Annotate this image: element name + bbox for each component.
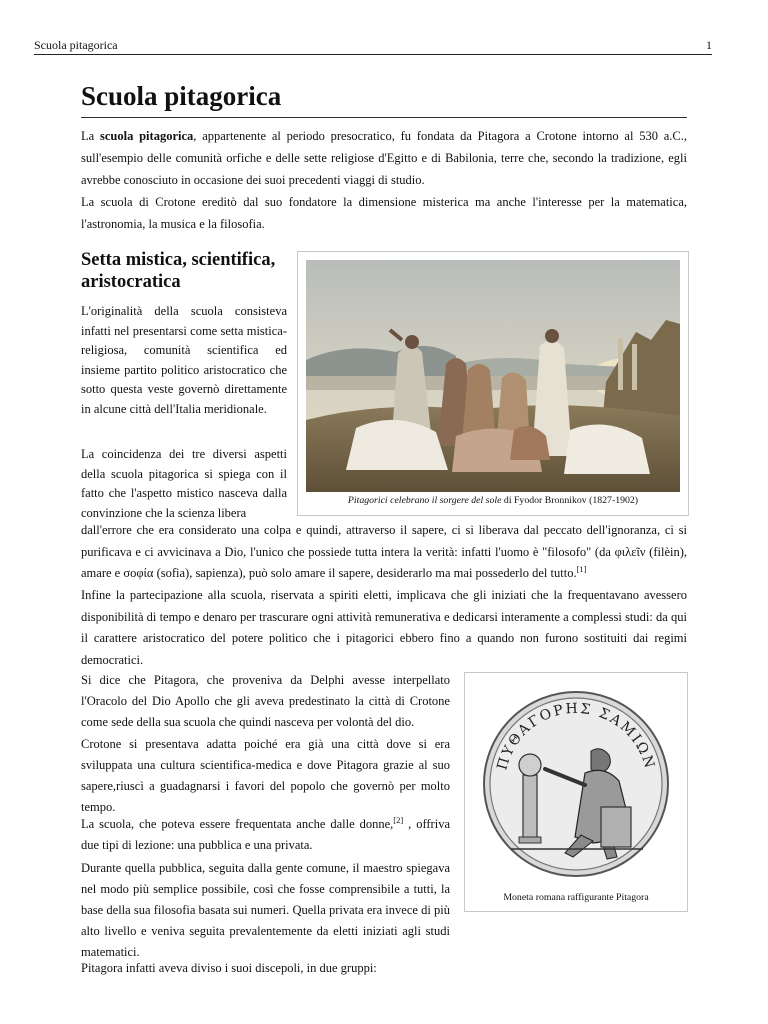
section-paragraph-3: Infine la partecipazione alla scuola, riservata a spiriti eletti, implicava che gli iniziati che la frequentavano avessero disponibilità di tempo e denaro per trascurare ogni attività remunerativa e dedicarsi interamente a complessi studi: da qui il carattere aristocratico del potere politico che i pitagorici ebbero fino a quando non furono sostituiti dai regimi democratici. — [81, 588, 687, 667]
coin-figure — [464, 672, 688, 912]
painting-caption: Pitagorici celebrano il sorgere del sole di Fyodor Bronnikov (1827-1902) — [347, 495, 639, 506]
article-title: Scuola pitagorica — [81, 80, 687, 118]
intro-bold-term: scuola pitagorica — [99, 129, 194, 143]
running-header-title: Scuola pitagorica — [34, 38, 118, 52]
reference-2[interactable]: [2] — [393, 814, 404, 825]
section-paragraph-6: La scuola, che poteva essere frequentata anche dalle donne,[2] , offriva due tipi di lezione: una pubblica e una privata. — [81, 814, 450, 852]
section-paragraph-5: Crotone si presentava adatta poiché era già una città dove si era sviluppata una cultura scientifica-medica e dove Pitagora grazie al suo sapere,riuscì a guadagnarsi i favori del popolo che governò per molto tempo. — [81, 737, 450, 814]
section-paragraph-7: Durante quella pubblica, seguita dalla gente comune, il maestro spiegava nel modo più semplice possibile, così che fosse comprensibile a tutti, la base della sua filosofia basata sui numeri. Quella privata era invece di più alto livello e veniva seguita prevalentemente da eletti iniziati agli studi matematici. — [81, 861, 450, 959]
section-paragraph-1: L'originalità della scuola consisteva infatti nel presentarsi come setta mistica-religiosa, comunità scientifica ed insieme partito politico aristocratico che sotto questa veste governò direttamente in alcune città dell'Italia meridionale. — [81, 304, 287, 416]
section-paragraph-2-continued: dall'errore che era considerato una colpa e quindi, attraverso il sapere, ci si liberava dal peccato dell'ignoranza, ci si purificava e ci avvicinava a Dio, l'unico che possiede tutta intera la verità: infatti l'uomo è "filosofo" (da φιλεῖν (filèin), amare e σοφία (sofìa), sapienza), può solo amare il sapere, desiderarlo ma mai possederlo del tutto.[1] — [81, 523, 687, 580]
section-paragraph-4: Si dice che Pitagora, che proveniva da Delphi avesse interpellato l'Oracolo del Dio Apollo che gli aveva predestinato la città di Crotone come sede della sua scuola che quindi nasceva per volontà del dio. — [81, 673, 450, 729]
coin-image — [481, 689, 671, 879]
painting-image — [306, 260, 680, 492]
intro-paragraph-2: La scuola di Crotone ereditò dal suo fondatore la dimensione misterica ma anche l'interesse per la matematica, l'astronomia, la musica e la filosofia. — [81, 195, 687, 231]
section-paragraph-8: Pitagora infatti aveva diviso i suoi discepoli, in due gruppi: — [81, 961, 377, 975]
painting-figure — [297, 251, 689, 516]
section-paragraph-2-column: La coincidenza dei tre diversi aspetti della scuola pitagorica si spiega con il fatto che l'aspetto mistico nasceva dalla convinzione che la scienza libera — [81, 447, 287, 520]
coin-inscription: ΠΥΘΑΓΟΡΗΣ ΣΑΜΙΩΝ — [494, 700, 658, 772]
section-heading: Setta mistica, scientifica, aristocratica — [81, 250, 276, 292]
reference-1[interactable]: [1] — [576, 563, 587, 574]
page-number: 1 — [706, 38, 712, 52]
coin-caption: Moneta romana raffigurante Pitagora — [503, 892, 649, 903]
running-header — [34, 38, 712, 55]
intro-paragraph-1: La scuola pitagorica, appartenente al periodo presocratico, fu fondata da Pitagora a Crotone intorno al 530 a.C., sull'esempio delle comunità orfiche e delle sette religiose d'Egitto e di Babilonia, terre che, secondo la tradizione, egli avrebbe conosciuto in occasione dei suoi precedenti viaggi di studio. — [81, 129, 688, 187]
